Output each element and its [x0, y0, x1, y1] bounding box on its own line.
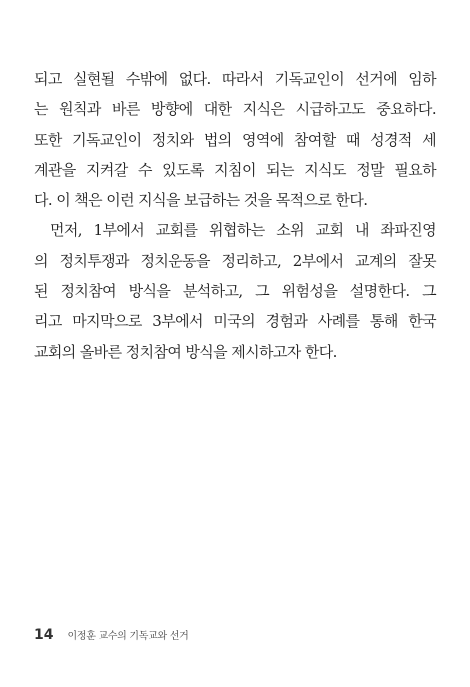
text-line: 먼저, 1부에서 교회를 위협하는 소위 교회 내 좌파진영 [50, 221, 436, 240]
text-line: 다. 이 책은 이런 지식을 보급하는 것을 목적으로 한다. [34, 191, 368, 210]
text-line: 계관을 지켜갈 수 있도록 지침이 되는 지식도 정말 필요하 [34, 160, 436, 179]
body-text [34, 64, 436, 367]
paragraph-1 [34, 64, 436, 215]
text-line: 리고 마지막으로 3부에서 미국의 경험과 사례를 통해 한국 [34, 312, 436, 331]
text-line: 는 원칙과 바른 방향에 대한 지식은 시급하고도 중요하다. [34, 100, 436, 119]
text-line: 또한 기독교인이 정치와 법의 영역에 참여할 때 성경적 세 [34, 130, 436, 149]
running-title: 이정훈 교수의 기독교와 선거 [67, 631, 189, 642]
text-line: 된 정치참여 방식을 분석하고, 그 위험성을 설명한다. 그 [34, 282, 436, 301]
page-number: 14 [34, 627, 54, 643]
text-line: 교회의 올바른 정치참여 방식을 제시하고자 한다. [34, 342, 337, 361]
page-footer [34, 627, 188, 647]
text-line: 되고 실현될 수밖에 없다. 따라서 기독교인이 선거에 임하 [34, 70, 436, 88]
paragraph-2 [34, 215, 436, 366]
text-line: 의 정치투쟁과 정치운동을 정리하고, 2부에서 교계의 잘못 [34, 251, 436, 270]
